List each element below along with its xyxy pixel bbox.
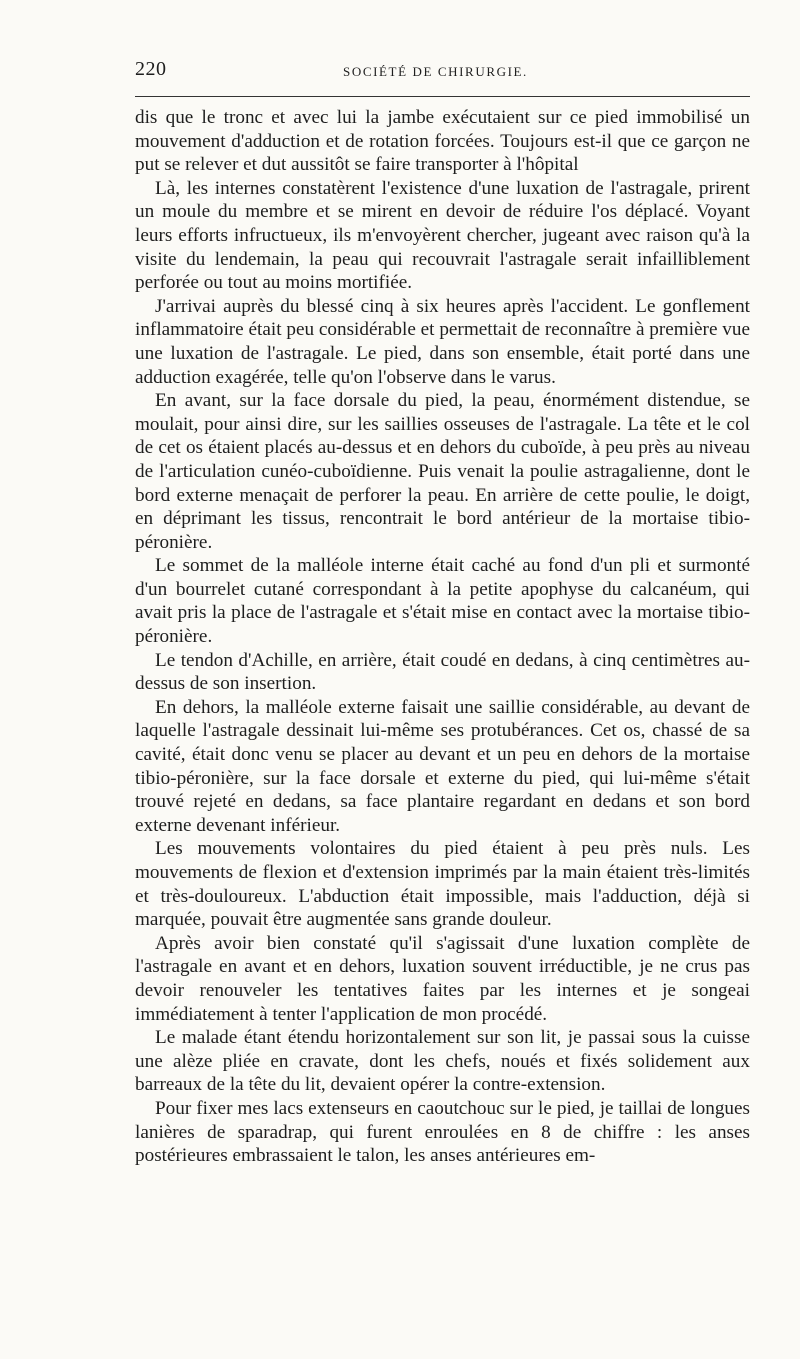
paragraph: Là, les internes constatèrent l'existence d'une luxation de l'astragale, prirent un moule du membre et se mirent en devoir de réduire l'os déplacé. Voyant leurs efforts infructueux, ils m'envoyèrent chercher, jugeant avec raison qu'à la visite du lendemain, la peau qui recouvrait l'astragale serait infailliblement perforée ou tout au moins mortifiée. bbox=[135, 177, 750, 294]
running-head: SOCIÉTÉ DE CHIRURGIE. bbox=[343, 64, 528, 79]
paragraph: Le tendon d'Achille, en arrière, était coudé en dedans, à cinq centimètres au-dessus de son insertion. bbox=[135, 649, 750, 695]
page-number: 220 bbox=[135, 58, 167, 80]
paragraph: En avant, sur la face dorsale du pied, la peau, énormément distendue, se moulait, pour ainsi dire, sur les saillies osseuses de l'astragale. La tête et le col de cet os étaient placés au-dessus et en dehors du cuboïde, à peu près au niveau de l'articulation cunéo-cuboïdienne. Puis venait la poulie astragalienne, dont le bord externe menaçait de perforer la peau. En arrière de cette poulie, le doigt, en déprimant les tissus, rencontrait le bord antérieur de la mortaise tibio-péronière. bbox=[135, 390, 750, 553]
paragraph: En dehors, la malléole externe faisait une saillie considérable, au devant de laquelle l'astragale dessinait lui-même ses protubérances. Cet os, chassé de sa cavité, était donc venu se placer au devant et un peu en dehors de la mortaise tibio-péronière, sur la face dorsale et externe du pied, qui lui-même s'était trouvé rejeté en dedans, sa face plantaire regardant en dedans et son bord externe devenant inférieur. bbox=[135, 696, 750, 836]
header-rule bbox=[135, 96, 750, 97]
body-text bbox=[135, 106, 750, 1168]
paragraph: Les mouvements volontaires du pied étaient à peu près nuls. Les mouvements de flexion et d'extension imprimés par la main étaient très-limités et très-douloureux. L'abduction était impossible, mais l'adduction, déjà si marquée, pouvait être augmentée sans grande douleur. bbox=[135, 838, 750, 931]
paragraph: Le malade étant étendu horizontalement sur son lit, je passai sous la cuisse une alèze pliée en cravate, dont les chefs, noués et fixés solidement aux barreaux de la tête du lit, devaient opérer la contre-extension. bbox=[135, 1027, 750, 1096]
page-header bbox=[135, 58, 750, 88]
paragraph: dis que le tronc et avec lui la jambe exécutaient sur ce pied immobilisé un mouvement d'adduction et de rotation forcées. Toujours est-il que ce garçon ne put se relever et dut aussitôt se faire transporter à l'hôpital bbox=[135, 107, 750, 176]
paragraph: Le sommet de la malléole interne était caché au fond d'un pli et surmonté d'un bourrelet cutané correspondant à la petite apophyse du calcanéum, qui avait pris la place de l'astragale et s'était mise en contact avec la mortaise tibio-péronière. bbox=[135, 555, 750, 648]
paragraph: Après avoir bien constaté qu'il s'agissait d'une luxation complète de l'astragale en avant et en dehors, luxation souvent irréductible, je ne crus pas devoir renouveler les tentatives faites par les internes et je songeai immédiatement à tenter l'application de mon procédé. bbox=[135, 932, 750, 1025]
paragraph: Pour fixer mes lacs extenseurs en caoutchouc sur le pied, je taillai de longues lanières de sparadrap, qui furent enroulées en 8 de chiffre : les anses postérieures embrassaient le talon, les anses antérieures em- bbox=[135, 1097, 750, 1167]
paragraph: J'arrivai auprès du blessé cinq à six heures après l'accident. Le gonflement inflammatoire était peu considérable et permettait de reconnaître à première vue une luxation de l'astragale. Le pied, dans son ensemble, était porté dans une adduction exagérée, telle qu'on l'observe dans le varus. bbox=[135, 295, 750, 388]
